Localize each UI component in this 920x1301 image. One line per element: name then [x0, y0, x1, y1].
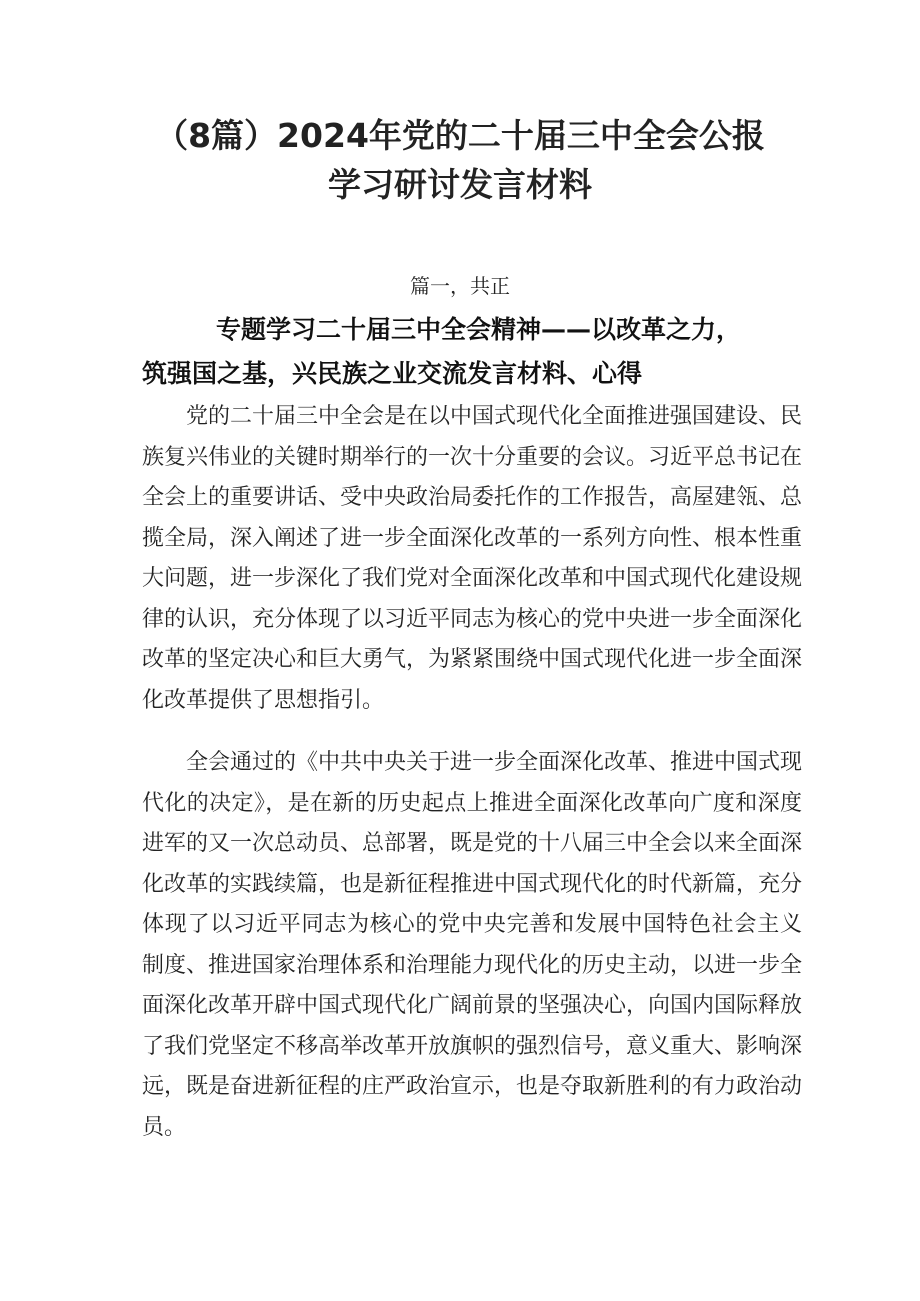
paragraph-line: 远，既是奋进新征程的庄严政治宣示，也是夺取新胜利的有力政治动 [142, 1074, 803, 1099]
paragraph-line: 化改革提供了思想指引。 [142, 687, 385, 713]
paragraph-line: 全会通过的《中共中央关于进一步全面深化改革、推进中国式现 [186, 750, 803, 775]
body-paragraph-2 [142, 743, 802, 1148]
paragraph-line: 制度、推进国家治理体系和治理能力现代化的历史主动，以进一步全 [142, 952, 803, 978]
paragraph-line: 体现了以习近平同志为核心的党中央完善和发展中国特色社会主义 [142, 912, 802, 937]
body-paragraph-1 [142, 397, 802, 721]
paragraph-line: 化改革的实践续篇，也是新征程推进中国式现代化的时代新篇，充分 [142, 871, 803, 897]
paragraph-line: 族复兴伟业的关键时期举行的一次十分重要的会议。习近平总书记在 [142, 444, 803, 470]
chapter-label: 篇一，共正 [410, 274, 510, 298]
paragraph-line: 员。 [142, 1114, 187, 1140]
paragraph-line: 全会上的重要讲话、受中央政治局委托作的工作报告，高屋建瓴、总 [142, 485, 803, 510]
paragraph-line: 党的二十届三中全会是在以中国式现代化全面推进强国建设、民 [186, 404, 803, 429]
section-subtitle-line-1: 专题学习二十届三中全会精神——以改革之力， [216, 315, 742, 344]
paragraph-line: 大问题，进一步深化了我们党对全面深化改革和中国式现代化建设规 [142, 566, 803, 591]
document-title-line-2: 学习研讨发言材料 [328, 165, 592, 204]
paragraph-line: 律的认识，充分体现了以习近平同志为核心的党中央进一步全面深化 [142, 606, 803, 632]
paragraph-line: 面深化改革开辟中国式现代化广阔前景的坚强决心，向国内国际释放 [142, 993, 803, 1018]
paragraph-line: 代化的决定》，是在新的历史起点上推进全面深化改革向广度和深度 [142, 790, 802, 816]
document-title-line-1: （8篇）2024年党的二十届三中全会公报 [155, 116, 765, 155]
paragraph-line: 了我们党坚定不移高举改革开放旗帜的强烈信号，意义重大、影响深 [142, 1033, 803, 1059]
paragraph-line: 揽全局，深入阐述了进一步全面深化改革的一系列方向性、根本性重 [142, 525, 803, 551]
paragraph-line: 改革的坚定决心和巨大勇气，为紧紧围绕中国式现代化进一步全面深 [142, 647, 803, 672]
paragraph-line: 进军的又一次总动员、总部署，既是党的十八届三中全会以来全面深 [142, 831, 803, 856]
section-subtitle-line-2: 筑强国之基，兴民族之业交流发言材料、心得 [142, 359, 643, 388]
